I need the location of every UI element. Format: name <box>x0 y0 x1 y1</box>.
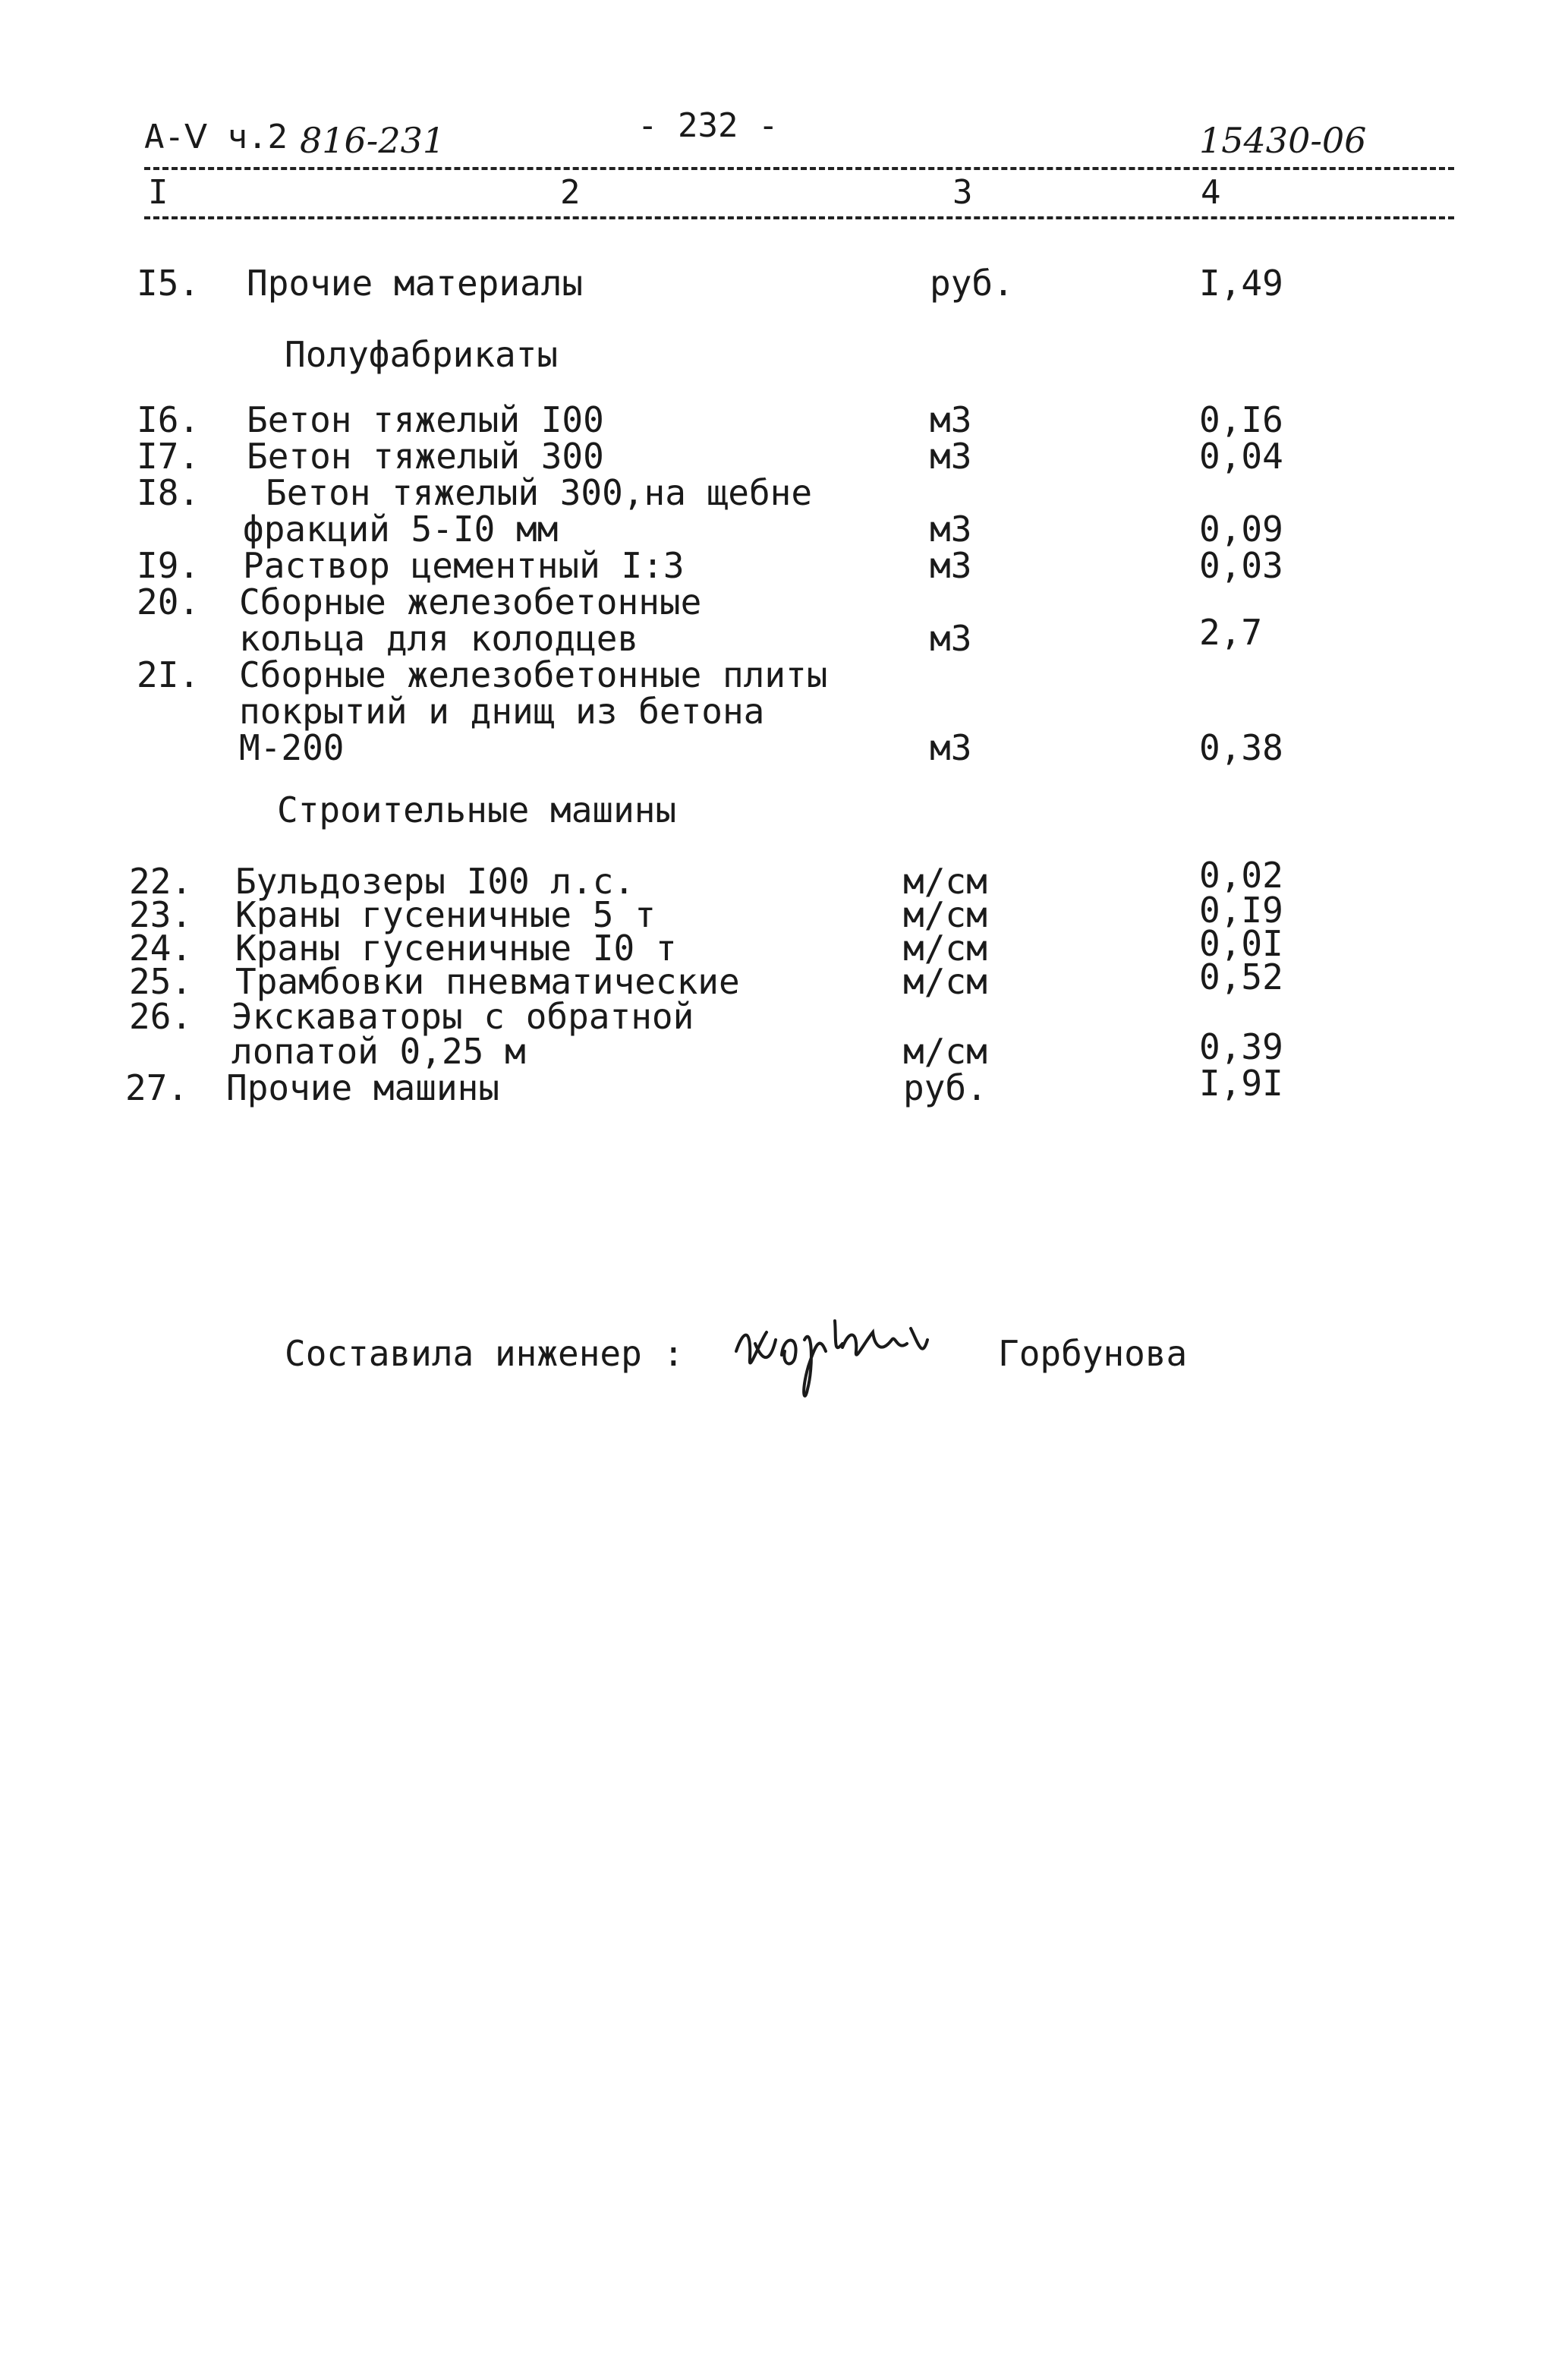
row-number: 23. <box>129 894 193 935</box>
row-number: I9. <box>137 545 200 586</box>
column-3-label: 3 <box>952 173 973 212</box>
row-unit: м/см <box>903 894 987 935</box>
handwritten-ref: 816-231 <box>300 120 446 161</box>
row-name: Прочие машины <box>226 1067 500 1108</box>
row-number: 24. <box>129 928 193 969</box>
row-unit: м3 <box>930 436 972 477</box>
row-number: I8. <box>137 472 200 513</box>
row-unit: м/см <box>903 961 987 1002</box>
row-name-line-2: фракций 5-I0 мм <box>243 509 559 550</box>
row-unit: м3 <box>930 545 972 586</box>
section-heading: Полуфабрикаты <box>285 334 559 375</box>
row-value: 0,0I <box>1199 923 1283 964</box>
row-name: Сборные железобетонные <box>239 581 702 622</box>
compiled-by-label: Составила инженер : <box>285 1333 685 1374</box>
row-name: Трамбовки пневматические <box>235 961 740 1002</box>
row-name: Краны гусеничные I0 т <box>235 928 677 969</box>
row-unit: м/см <box>903 861 987 902</box>
row-name: Бульдозеры I00 л.с. <box>235 861 635 902</box>
row-unit: м3 <box>930 399 972 440</box>
row-value: 0,09 <box>1199 509 1283 550</box>
row-name: Прочие материалы <box>247 263 584 304</box>
page-number: - 232 - <box>638 106 779 145</box>
header-rule-top <box>144 167 1454 170</box>
handwritten-signature <box>729 1298 956 1415</box>
row-value: 0,52 <box>1199 956 1283 997</box>
row-name-line-2: покрытий и днищ из бетона <box>239 691 765 732</box>
row-name: Краны гусеничные 5 т <box>235 894 656 935</box>
section-heading: Строительные машины <box>277 789 677 830</box>
column-1-label: I <box>148 173 168 212</box>
row-value: 0,38 <box>1199 727 1283 768</box>
row-name: Сборные железобетонные плиты <box>239 654 828 695</box>
column-2-label: 2 <box>560 173 581 212</box>
row-unit: м3 <box>930 509 972 550</box>
row-name-line-2: лопатой 0,25 м <box>231 1031 526 1072</box>
row-number: 25. <box>129 961 193 1002</box>
header-rule-bottom <box>144 216 1454 219</box>
row-number: I6. <box>137 399 200 440</box>
row-unit: руб. <box>930 263 1014 304</box>
engineer-name: Горбунова <box>998 1333 1188 1374</box>
row-value: 0,I6 <box>1199 399 1283 440</box>
row-number: 27. <box>125 1067 189 1108</box>
row-name: Бетон тяжелый I00 <box>247 399 604 440</box>
row-value: 0,02 <box>1199 855 1283 896</box>
row-value: 0,39 <box>1199 1026 1283 1067</box>
row-number: I5. <box>137 263 200 304</box>
row-number: 26. <box>129 996 193 1037</box>
row-number: 22. <box>129 861 193 902</box>
project-number: 15430-06 <box>1199 120 1367 161</box>
row-name: Экскаваторы с обратной <box>231 996 694 1037</box>
row-value: 0,03 <box>1199 545 1283 586</box>
row-name: Раствор цементный I:3 <box>243 545 685 586</box>
row-name: Бетон тяжелый 300,на щебне <box>266 472 813 513</box>
row-value: I,9I <box>1199 1063 1283 1104</box>
row-value: 0,I9 <box>1199 890 1283 931</box>
row-value: 2,7 <box>1199 612 1263 653</box>
row-name-line-3: М-200 <box>239 727 345 768</box>
row-name: Бетон тяжелый 300 <box>247 436 604 477</box>
row-number: 2I. <box>137 654 200 695</box>
row-number: I7. <box>137 436 200 477</box>
row-value: I,49 <box>1199 263 1283 304</box>
row-unit: руб. <box>903 1067 987 1108</box>
row-name-line-2: кольца для колодцев <box>239 618 639 659</box>
doc-code: А-Ⅴ ч.2 <box>144 118 288 156</box>
row-unit: м3 <box>930 618 972 659</box>
row-unit: м3 <box>930 727 972 768</box>
column-4-label: 4 <box>1201 173 1221 212</box>
signature-icon <box>729 1298 956 1412</box>
row-unit: м/см <box>903 928 987 969</box>
row-value: 0,04 <box>1199 436 1283 477</box>
row-number: 20. <box>137 581 200 622</box>
row-unit: м/см <box>903 1031 987 1072</box>
